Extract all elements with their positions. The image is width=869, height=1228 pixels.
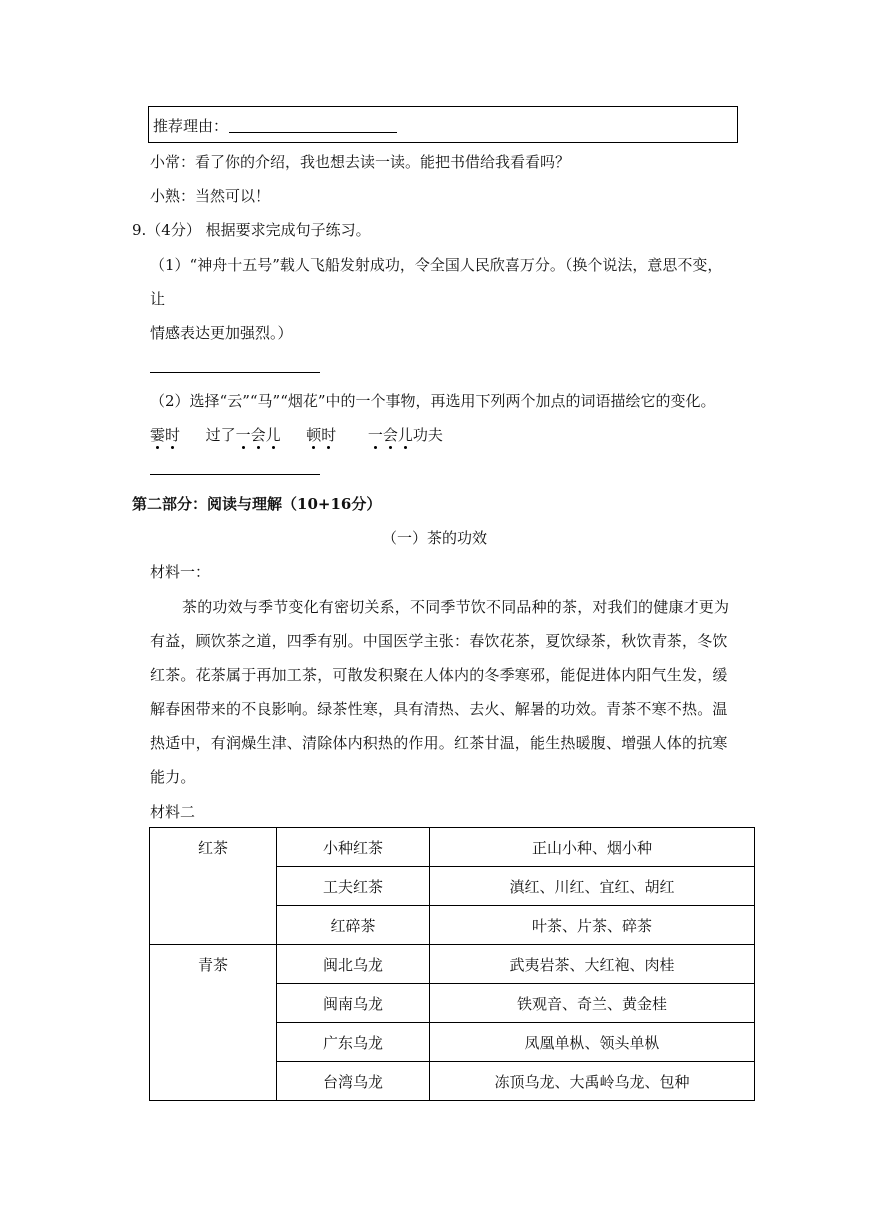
material-1-text: 茶的功效与季节变化有密切关系，不同季节饮不同品种的茶，对我们的健康才更为有益，顾饮茶之道，四季有别。中国医学主张：春饮花茶，夏饮绿茶，秋饮青茶，冬饮红茶。花茶属于再加工茶，可散发积聚在人体内的冬季寒邪，能促进体内阳气生发，缓解春困带来的不良影响。绿茶性寒，具有清热、去火、解暑的功效。青茶不寒不热。温热适中，有润燥生津、清除体内积热的作用。红茶甘温，能生热暖腹、增强人体的抗寒能力。 bbox=[150, 598, 730, 786]
tea-subtype-cell: 台湾乌龙 bbox=[277, 1062, 430, 1101]
tea-examples-cell: 叶茶、片茶、碎茶 bbox=[430, 906, 755, 945]
recommend-reason-blank[interactable] bbox=[229, 132, 397, 133]
tea-category-cell: 青茶 bbox=[150, 945, 277, 1101]
word-option: 一会儿功夫 bbox=[367, 426, 443, 444]
tea-category-cell: 红茶 bbox=[150, 828, 277, 945]
tea-examples-cell: 冻顶乌龙、大禹岭乌龙、包种 bbox=[430, 1062, 755, 1101]
tea-examples-cell: 凤凰单枞、领头单枞 bbox=[430, 1023, 755, 1062]
tea-subtype-cell: 广东乌龙 bbox=[277, 1023, 430, 1062]
material-2-label: 材料二 bbox=[150, 803, 196, 821]
material-1-label: 材料一： bbox=[150, 563, 211, 581]
tea-subtype-cell: 红碎茶 bbox=[277, 906, 430, 945]
tea-table bbox=[149, 827, 755, 1101]
dialogue-line-2: 小熟：当然可以！ bbox=[150, 187, 271, 205]
question-9-part1-line3: 情感表达更加强烈。） bbox=[150, 324, 293, 342]
section-heading: 第二部分：阅读与理解（10+16分） bbox=[132, 495, 382, 513]
question-9-part2-line1: （2）选择“云”“马”“烟花”中的一个事物，再选用下列两个加点的词语描绘它的变化。 bbox=[150, 392, 716, 410]
tea-examples-cell: 滇红、川红、宜红、胡红 bbox=[430, 867, 755, 906]
word-option: 顿时 bbox=[306, 426, 337, 444]
passage-subtitle: （一）茶的功效 bbox=[381, 529, 487, 547]
tea-examples-cell: 武夷岩茶、大红袍、肉桂 bbox=[430, 945, 755, 984]
tea-examples-cell: 正山小种、烟小种 bbox=[430, 828, 755, 867]
tea-subtype-cell: 闽北乌龙 bbox=[277, 945, 430, 984]
word-option: 霎时 bbox=[150, 426, 181, 444]
tea-subtype-cell: 工夫红茶 bbox=[277, 867, 430, 906]
question-9-part1-line1: （1）“神舟十五号”载人飞船发射成功，令全国人民欣喜万分。（换个说法，意思不变， bbox=[150, 256, 723, 274]
tea-subtype-cell: 闽南乌龙 bbox=[277, 984, 430, 1023]
word-option: 过了一会儿 bbox=[205, 426, 281, 444]
tea-subtype-cell: 小种红茶 bbox=[277, 828, 430, 867]
recommend-reason-box bbox=[148, 106, 738, 143]
answer-blank-1[interactable] bbox=[150, 372, 320, 373]
table-row bbox=[150, 828, 755, 867]
question-9-title: 9.（4分） 根据要求完成句子练习。 bbox=[132, 221, 371, 239]
tea-examples-cell: 铁观音、奇兰、黄金桂 bbox=[430, 984, 755, 1023]
question-9-part1-line2: 让 bbox=[150, 290, 166, 308]
answer-blank-2[interactable] bbox=[150, 474, 320, 475]
table-row bbox=[150, 945, 755, 984]
recommend-reason-label: 推荐理由： bbox=[153, 117, 229, 135]
word-options bbox=[150, 425, 443, 445]
dialogue-line-1: 小常：看了你的介绍，我也想去读一读。能把书借给我看看吗？ bbox=[150, 153, 571, 171]
